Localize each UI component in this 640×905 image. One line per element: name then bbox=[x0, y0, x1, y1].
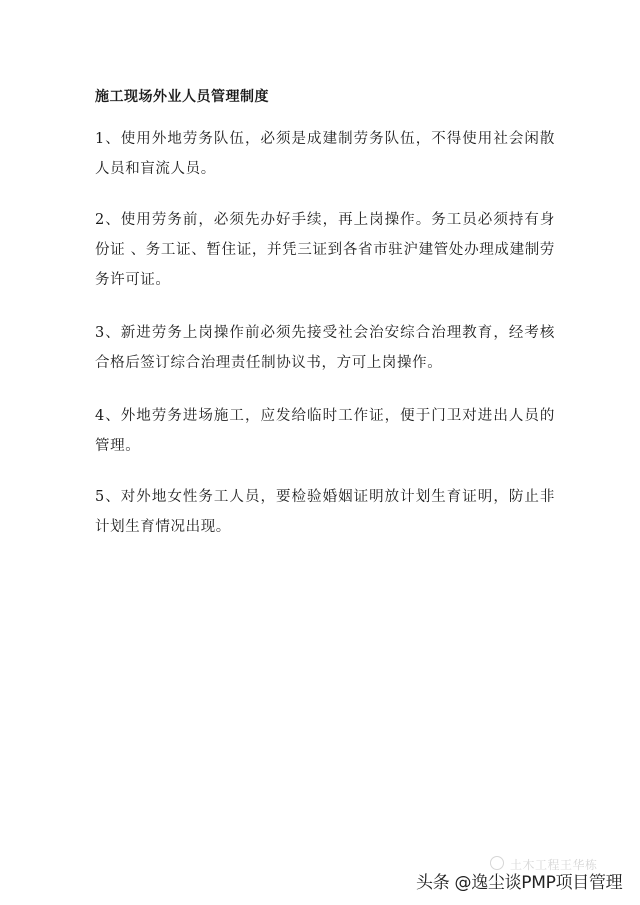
watermark-faint-text: 土木工程王华栋 bbox=[510, 858, 598, 872]
watermark-main-text: 头条 @逸尘谈PMP项目管理 bbox=[416, 873, 623, 893]
rule-paragraph-5: 5、对外地女性务工人员，要检验婚姻证明放计划生育证明，防止非计划生育情况出现。 bbox=[95, 489, 555, 535]
watermark bbox=[410, 850, 630, 900]
rule-paragraph-4: 4、外地劳务进场施工，应发给临时工作证，便于门卫对进出人员的管理。 bbox=[95, 408, 555, 454]
rule-paragraph-1: 1、使用外地劳务队伍，必须是成建制劳务队伍，不得使用社会闲散人员和盲流人员。 bbox=[95, 131, 555, 177]
document-title: 施工现场外业人员管理制度 bbox=[95, 89, 269, 105]
rule-paragraph-3: 3、新进劳务上岗操作前必须先接受社会治安综合治理教育，经考核合格后签订综合治理责任制协议书，方可上岗操作。 bbox=[95, 325, 555, 371]
rule-paragraph-2: 2、使用劳务前，必须先办好手续，再上岗操作。务工员必须持有身份证 、务工证、暂住证，并凭三证到各省市驻沪建管处办理成建制劳务许可证。 bbox=[95, 212, 555, 288]
